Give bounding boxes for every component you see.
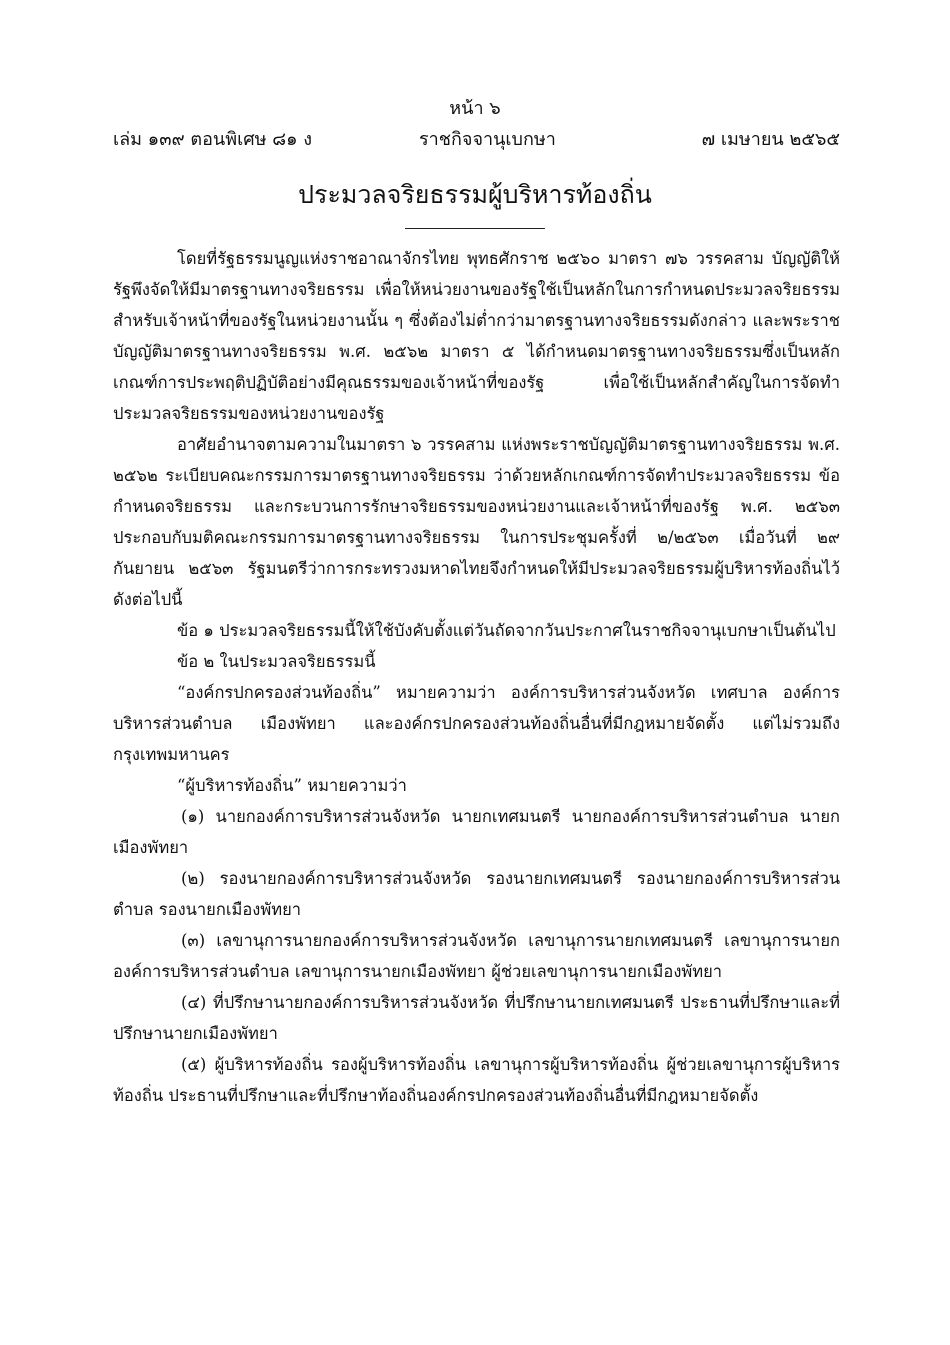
issue-info: เล่ม ๑๓๙ ตอนพิเศษ ๘๑ ง bbox=[113, 129, 313, 150]
list-item-1: (๑) นายกองค์การบริหารส่วนจังหวัด นายกเทศมนตรี นายกองค์การบริหารส่วนตำบล นายกเมืองพัทยา bbox=[113, 807, 840, 857]
page-number: หน้า ๖ bbox=[449, 98, 501, 119]
gazette-header bbox=[113, 128, 840, 152]
definition-local-executive: “ผู้บริหารท้องถิ่น” หมายความว่า bbox=[177, 776, 407, 795]
document-title: ประมวลจริยธรรมผู้บริหารท้องถิ่น bbox=[298, 180, 652, 209]
paragraph-authority: อาศัยอำนาจตามความในมาตรา ๖ วรรคสาม แห่งพระราชบัญญัติมาตรฐานทางจริยธรรม พ.ศ. ๒๕๖๒ ระเบียบคณะกรรมการมาตรฐานทางจริยธรรม ว่าด้วยหลักเกณฑ์การจัดทำประมวลจริยธรรม ข้อกำหนดจริยธรรม และกระบวนการรักษาจริยธรรมของหน่วยงานและเจ้าหน้าที่ของรัฐ พ.ศ. ๒๕๖๓ ประกอบกับมติคณะกรรมการมาตรฐานทางจริยธรรม ในการประชุมครั้งที่ ๒/๒๕๖๓ เมื่อวันที่ ๒๙ กันยายน ๒๕๖๓ รัฐมนตรีว่าการกระทรวงมหาดไทยจึงกำหนดให้มีประมวลจริยธรรมผู้บริหารท้องถิ่นไว้ดังต่อไปนี้ bbox=[113, 435, 840, 609]
clause-1: ข้อ ๑ ประมวลจริยธรรมนี้ให้ใช้บังคับตั้งแต่วันถัดจากวันประกาศในราชกิจจานุเบกษาเป็นต้นไป bbox=[177, 621, 836, 640]
title-underline bbox=[405, 228, 545, 229]
list-item-2: (๒) รองนายกองค์การบริหารส่วนจังหวัด รองนายกเทศมนตรี รองนายกองค์การบริหารส่วนตำบล รองนายกเมืองพัทยา bbox=[113, 869, 840, 919]
publication-name: ราชกิจจานุเบกษา bbox=[419, 129, 556, 150]
clause-2: ข้อ ๒ ในประมวลจริยธรรมนี้ bbox=[177, 652, 376, 671]
list-item-4: (๔) ที่ปรึกษานายกองค์การบริหารส่วนจังหวัด ที่ปรึกษานายกเทศมนตรี ประธานที่ปรึกษาและที่ปรึกษานายกเมืองพัทยา bbox=[113, 993, 840, 1043]
paragraph-preamble: โดยที่รัฐธรรมนูญแห่งราชอาณาจักรไทย พุทธศักราช ๒๕๖๐ มาตรา ๗๖ วรรคสาม บัญญัติให้รัฐพึงจัดให้มีมาตรฐานทางจริยธรรม เพื่อให้หน่วยงานของรัฐใช้เป็นหลักในการกำหนดประมวลจริยธรรมสำหรับเจ้าหน้าที่ของรัฐในหน่วยงานนั้น ๆ ซึ่งต้องไม่ต่ำกว่ามาตรฐานทางจริยธรรมดังกล่าว และพระราชบัญญัติมาตรฐานทางจริยธรรม พ.ศ. ๒๕๖๒ มาตรา ๕ ได้กำหนดมาตรฐานทางจริยธรรมซึ่งเป็นหลักเกณฑ์การประพฤติปฏิบัติอย่างมีคุณธรรมของเจ้าหน้าที่ของรัฐ เพื่อใช้เป็นหลักสำคัญในการจัดทำประมวลจริยธรรมของหน่วยงานของรัฐ bbox=[113, 249, 840, 423]
list-item-3: (๓) เลขานุการนายกองค์การบริหารส่วนจังหวัด เลขานุการนายกเทศมนตรี เลขานุการนายกองค์การบริหารส่วนตำบล เลขานุการนายกเมืองพัทยา ผู้ช่วยเลขานุการนายกเมืองพัทยา bbox=[113, 931, 840, 981]
definition-local-government: “องค์กรปกครองส่วนท้องถิ่น” หมายความว่า องค์การบริหารส่วนจังหวัด เทศบาล องค์การบริหารส่วนตำบล เมืองพัทยา และองค์กรปกครองส่วนท้องถิ่นอื่นที่มีกฎหมายจัดตั้ง แต่ไม่รวมถึงกรุงเทพมหานคร bbox=[113, 683, 840, 764]
list-item-5: (๕) ผู้บริหารท้องถิ่น รองผู้บริหารท้องถิ่น เลขานุการผู้บริหารท้องถิ่น ผู้ช่วยเลขานุการผู้บริหารท้องถิ่น ประธานที่ปรึกษาและที่ปรึกษาท้องถิ่นองค์กรปกครองส่วนท้องถิ่นอื่นที่มีกฎหมายจัดตั้ง bbox=[113, 1055, 840, 1105]
document-body bbox=[113, 243, 840, 1111]
publication-date: ๗ เมษายน ๒๕๖๕ bbox=[701, 129, 840, 150]
